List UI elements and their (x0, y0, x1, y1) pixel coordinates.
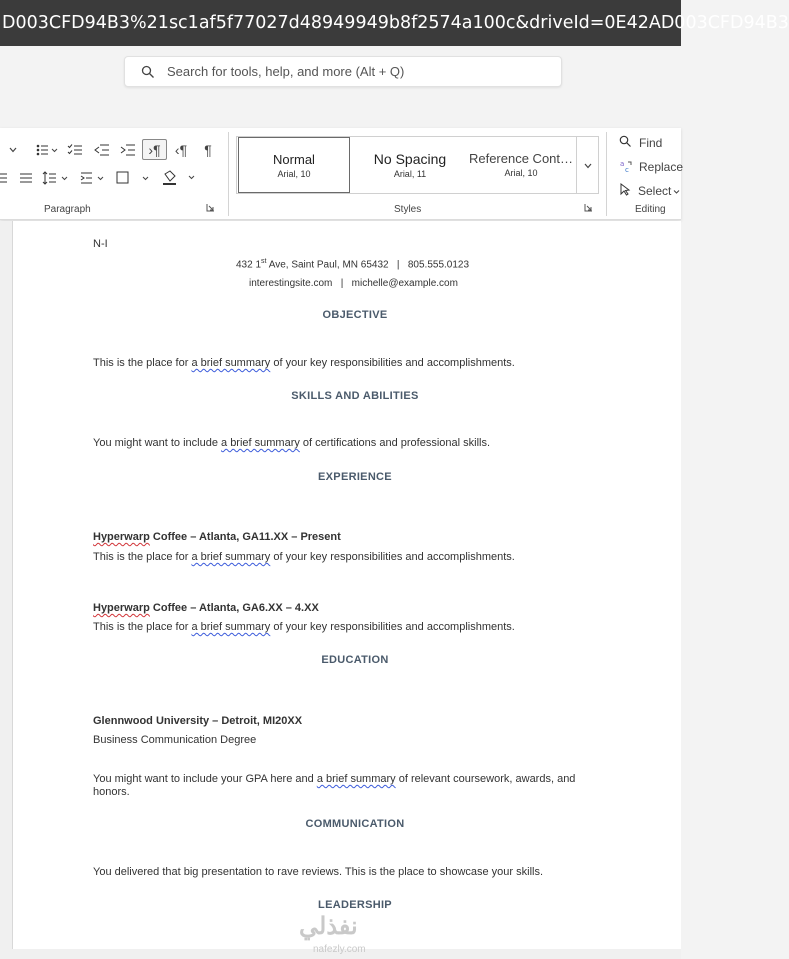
justify-icon[interactable] (17, 170, 35, 186)
gpa-text-continued: honors. (93, 786, 130, 798)
communication-text: You delivered that big presentation to rave reviews. This is the place to showcase your skills. (93, 866, 544, 878)
style-name: Reference Cont… (468, 151, 574, 166)
svg-text:c: c (625, 165, 629, 174)
select-button[interactable] (619, 182, 681, 200)
contact-line: interestingsite.com | michelle@example.com (249, 278, 458, 289)
job-title-2: Hyperwarp Coffee – Atlanta, GA6.XX – 4.XX (93, 602, 319, 614)
chevron-down-icon[interactable] (6, 143, 20, 157)
find-label: Find (639, 136, 663, 150)
watermark-url: nafezly.com (313, 944, 366, 955)
pilcrow-icon: ¶ (204, 142, 212, 158)
styles-dialog-launcher-icon[interactable] (582, 201, 594, 213)
address-bar[interactable] (0, 0, 789, 46)
paragraph-group-label: Paragraph (44, 204, 91, 215)
find-button[interactable] (619, 134, 681, 152)
initials: N-I (93, 238, 108, 250)
paragraph-spacing-icon[interactable] (79, 170, 109, 186)
search-placeholder: Search for tools, help, and more (Alt + Q) (167, 64, 405, 79)
select-label: Select (638, 184, 672, 198)
ltr-paragraph-button[interactable] (142, 139, 167, 160)
style-no-spacing[interactable] (355, 137, 465, 193)
increase-indent-icon[interactable] (119, 142, 137, 158)
chevron-down-icon (584, 158, 592, 172)
line-spacing-icon[interactable] (41, 170, 73, 186)
group-divider (228, 132, 229, 216)
style-name: Normal (273, 152, 315, 167)
editing-group-label: Editing (635, 204, 666, 215)
search-icon (619, 135, 632, 151)
objective-text: This is the place for a brief summary of your key responsibilities and accomplishments. (93, 357, 515, 369)
heading-leadership: LEADERSHIP (318, 899, 392, 911)
paragraph-dialog-launcher-icon[interactable] (204, 201, 216, 213)
pilcrow-ltr-icon: ›¶ (148, 141, 161, 158)
heading-objective: OBJECTIVE (322, 309, 388, 321)
address-line: 432 1st Ave, Saint Paul, MN 65432 | 805.555.0123 (236, 258, 470, 271)
replace-icon (619, 159, 633, 176)
heading-experience: EXPERIENCE (318, 471, 392, 483)
style-font: Arial, 10 (504, 168, 538, 178)
bullets-icon[interactable] (33, 142, 61, 158)
show-formatting-button[interactable] (198, 141, 218, 159)
style-font: Arial, 11 (393, 169, 427, 179)
decrease-indent-icon[interactable] (93, 142, 111, 158)
gpa-text: You might want to include your GPA here and a brief summary of relevant coursework, awards, and (93, 773, 576, 785)
search-icon (141, 65, 155, 79)
heading-communication: COMMUNICATION (305, 818, 405, 830)
cursor-arrow-icon (619, 183, 632, 199)
style-normal[interactable] (238, 137, 350, 193)
rtl-paragraph-button[interactable] (171, 141, 191, 159)
replace-button[interactable] (619, 158, 684, 176)
degree-line: Business Communication Degree (93, 734, 257, 746)
styles-more-button[interactable] (576, 137, 598, 193)
search-box[interactable] (124, 56, 562, 87)
borders-icon[interactable] (114, 170, 152, 186)
style-font: Arial, 10 (277, 169, 311, 179)
numbering-icon[interactable] (66, 142, 84, 158)
align-left-icon[interactable] (0, 171, 8, 185)
group-divider (606, 132, 607, 216)
job-description-2: This is the place for a brief summary of your key responsibilities and accomplishments. (93, 621, 515, 633)
skills-text: You might want to include a brief summary of certifications and professional skills. (93, 437, 491, 449)
watermark-logo: نفذلي (299, 913, 358, 940)
url-text: D003CFD94B3%21sc1af5f77027d48949949b8f2574a100c&driveId=0E42AD003CFD94B3 (2, 13, 789, 33)
style-reference-contact[interactable] (466, 137, 576, 193)
styles-group-label: Styles (394, 204, 422, 215)
heading-skills: SKILLS AND ABILITIES (291, 390, 419, 402)
document-page[interactable] (12, 221, 681, 949)
heading-education: EDUCATION (321, 654, 389, 666)
style-name: No Spacing (373, 151, 447, 167)
shading-icon[interactable] (160, 169, 198, 186)
job-description-1: This is the place for a brief summary of your key responsibilities and accomplishments. (93, 551, 515, 563)
svg-text:a: a (620, 159, 625, 168)
pilcrow-rtl-icon: ‹¶ (174, 142, 188, 158)
school-line: Glennwood University – Detroit, MI20XX (93, 715, 303, 727)
chevron-down-icon (673, 184, 680, 198)
job-title-1: Hyperwarp Coffee – Atlanta, GA11.XX – Present (93, 531, 341, 543)
replace-label: Replace (639, 160, 684, 174)
